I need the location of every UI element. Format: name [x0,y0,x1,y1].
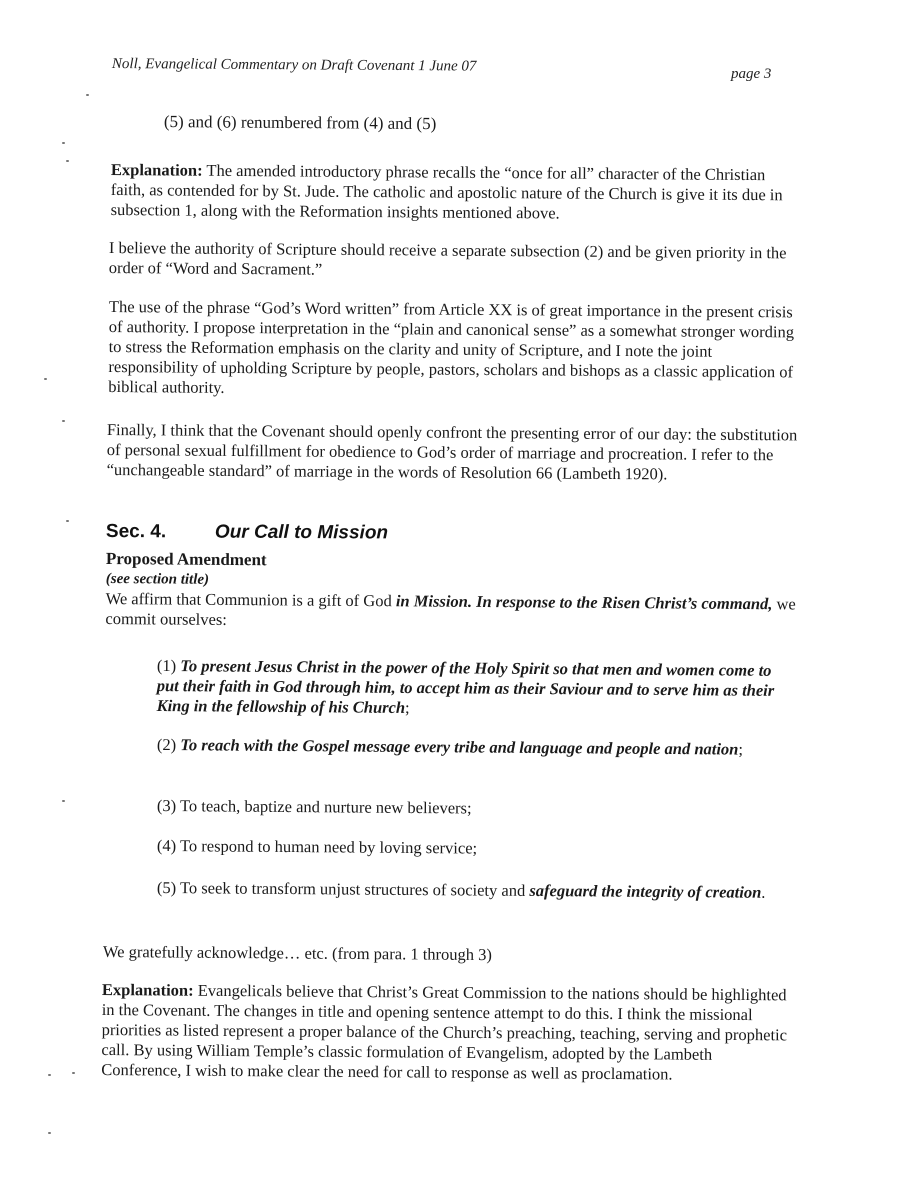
scan-speck [66,160,69,162]
section-heading [106,521,388,544]
scripture-text: I believe the authority of Scripture should receive a separate subsection (2) and be given priority in the order of “Word and Sacrament.” [108,238,787,279]
item-tail: . [761,882,766,902]
scan-speck [62,142,65,144]
scan-speck [48,1132,51,1134]
proposed-amendment-label: Proposed Amendment [105,549,267,570]
scan-speck [72,1072,75,1074]
affirmation-bold: in Mission. In response to the Risen Christ’s command, [395,591,773,614]
scan-speck [44,378,47,380]
explanation-paragraph-2 [101,980,792,1085]
list-item-3 [157,796,791,821]
item-number: (2) [156,735,181,755]
scan-speck [48,1074,51,1076]
item-bold-text: safeguard the integrity of creation [529,880,762,902]
explanation-label: Explanation: [110,160,203,180]
list-item-1 [157,656,791,721]
affirmation-plain-1: We affirm that Communion is a gift of God [105,588,396,611]
explanation-text: The amended introductory phrase recalls the “once for all” character of the Christian faith, as contended for by St. Jude. The catholic and apostolic nature of the Church is give it its due in subsection 1, along with the Reformation insights mentioned above. [110,160,783,223]
finally-text: Finally, I think that the Covenant should openly confront the presenting error of our day: the substitution of personal sexual fulfillment for obedience to God’s order of marriage and procreation. I refer to the “unchangeable standard” of marriage in the words of Resolution 66 (Lambeth 1920). [106,420,798,484]
item-bold-text: To present Jesus Christ in the power of the Holy Spirit so that men and women come to put their faith in God through him, to accept him as their Saviour and to serve him as their King in the fellowship of his Church [156,656,775,717]
proposed-amendment-block [105,549,806,634]
item-number: (3) [156,796,181,816]
explanation-paragraph-1 [111,160,799,225]
affirmation-plain-2: we commit ourselves: [105,594,796,629]
list-item-4 [157,836,791,861]
explanation-text: Evangelicals believe that Christ’s Great Commission to the nations should be highlighted in the Covenant. The changes in title and opening sentence attempt to do this. I think the missional priorities as listed represent a proper balance of the Church’s preaching, teaching, serving and prophetic call. By using William Temple’s classic formulation of Evangelism, adopted by the Lambeth Conference, I wish to make clear the need for call to response as well as proclamation. [101,980,788,1084]
explanation-label: Explanation: [101,980,194,1000]
section-number: Sec. 4. [105,521,167,543]
gods-word-text: The use of the phrase “God’s Word written” from Article XX is of great importance in the present crisis of authority. I propose interpretation in the “plain and canonical sense” as a somewhat stronger wording to stress the Reformation emphasis on the clarity and unity of Scripture, and I note the joint responsibility of upholding Scripture by people, pastors, scholars and bishops as a classic application of biblical authority. [108,297,795,397]
item-plain-text: To respond to human need by loving service; [179,836,478,858]
item-plain-text: To teach, baptize and nurture new believers; [179,796,472,818]
item-number: (5) [156,878,181,898]
scan-speck [66,520,69,522]
item-number: (1) [156,656,181,676]
item-number: (4) [156,836,181,856]
list-item-2 [157,735,791,760]
item-tail: ; [738,739,744,759]
finally-paragraph [107,420,801,485]
list-item-5 [157,878,791,903]
renumbered-text: (5) and (6) renumbered from (4) and (5) [163,112,437,134]
scan-speck [62,420,65,422]
scan-speck [86,94,89,96]
item-plain-text: To seek to transform unjust structures of society and [179,878,530,900]
acknowledge-text: We gratefully acknowledge… etc. (from para. 1 through 3) [102,942,493,965]
see-section-title: (see section title) [105,570,210,588]
renumbered-note [164,112,764,137]
gods-word-paragraph [108,297,797,402]
affirmation-sentence [105,589,805,634]
scan-speck [62,800,65,802]
running-header: Noll, Evangelical Commentary on Draft Covenant 1 June 07 [111,56,477,75]
item-tail: ; [405,697,410,717]
item-bold-text: To reach with the Gospel message every tribe and language and people and nation [180,735,739,759]
section-title: Our Call to Mission [214,521,389,544]
scripture-paragraph [109,238,797,283]
acknowledge-line [103,942,803,967]
page-number: page 3 [731,66,772,82]
